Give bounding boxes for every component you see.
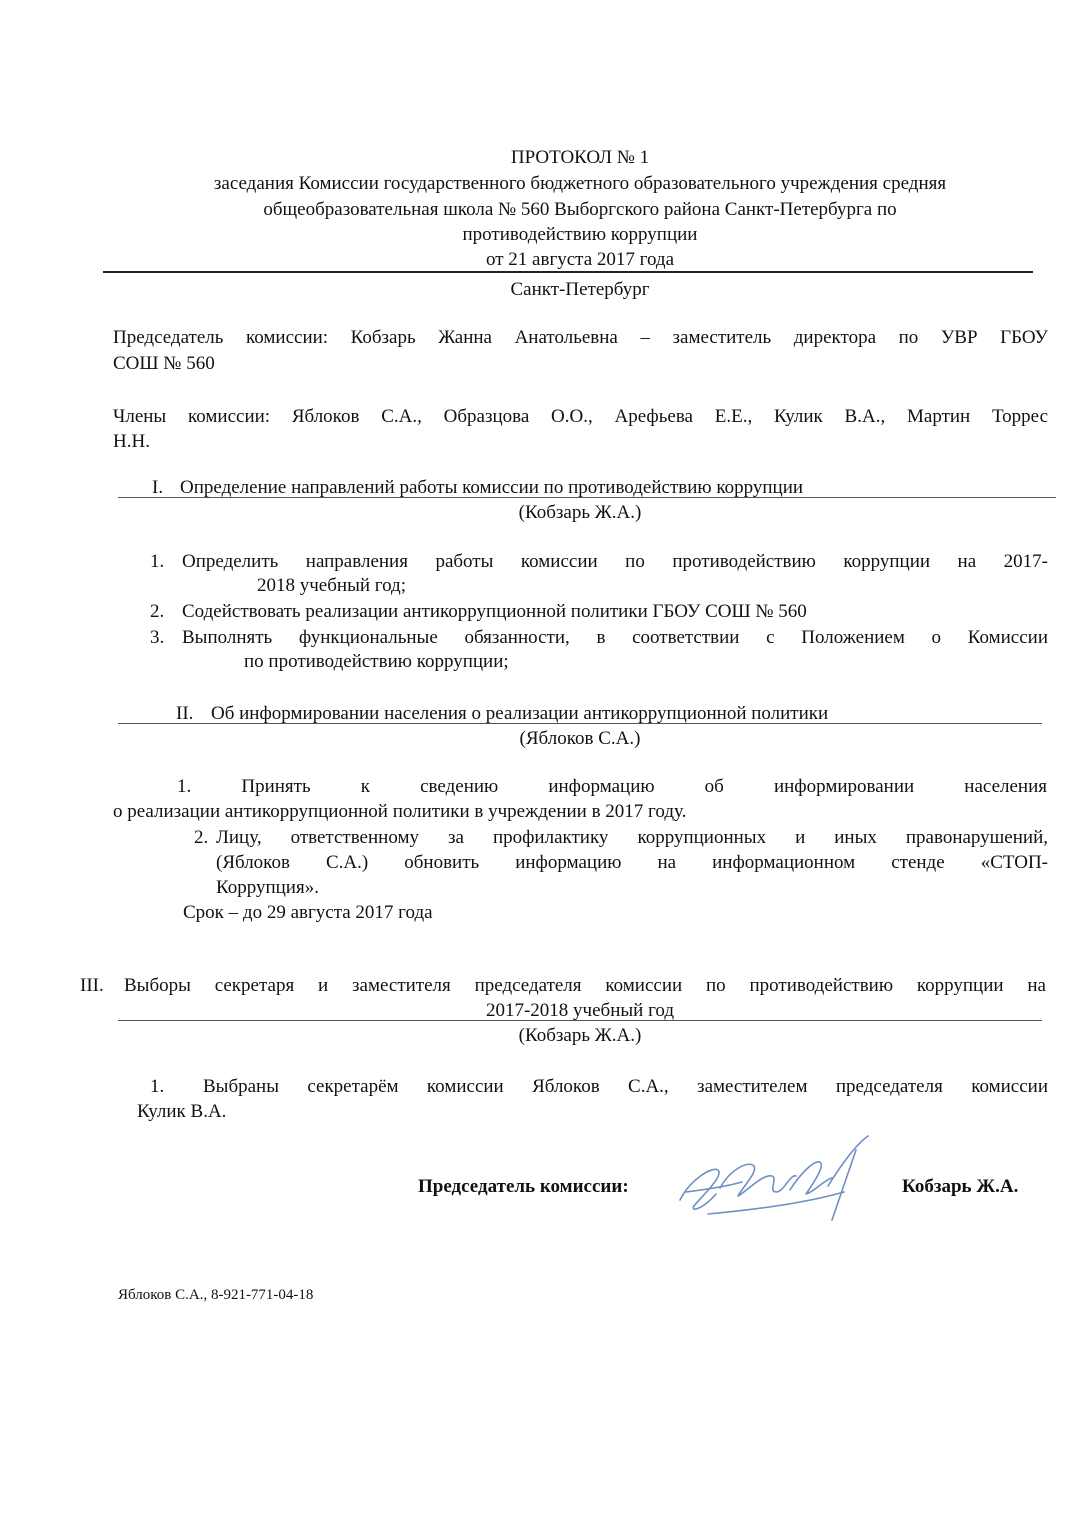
section3-title-line2: 2017-2018 учебный год: [485, 1000, 675, 1021]
section2-item1-line2: о реализации антикоррупционной политики в учреждении в 2017 году.: [113, 801, 687, 822]
section3-item-line1: Выбраны секретарём комиссии Яблоков С.А., заместителем председателя комиссии: [203, 1076, 1048, 1097]
header-line-1: заседания Комиссии государственного бюджетного образовательного учреждения средняя: [213, 173, 947, 194]
chairman-line-1: Председатель комиссии: Кобзарь Жанна Анатольевна – заместитель директора по УВР ГБОУ: [113, 327, 1048, 348]
section1-speaker: (Кобзарь Ж.А.): [518, 502, 642, 523]
section2-underline: [118, 723, 1042, 724]
section3-item-number: 1.: [150, 1076, 165, 1097]
section2-item2-number: 2.: [194, 827, 209, 848]
section3-underline: [118, 1020, 1042, 1021]
header-divider: [103, 271, 1033, 273]
section2-item2-line1: Лицу, ответственному за профилактику коррупционных и иных правонарушений,: [216, 827, 1048, 848]
section2-number: II.: [176, 703, 194, 724]
chairman-name: Кобзарь Ж.А.: [902, 1176, 1019, 1197]
signature-label: Председатель комиссии:: [418, 1176, 629, 1197]
section2-item2-line2: (Яблоков С.А.) обновить информацию на информационном стенде «СТОП-: [216, 852, 1048, 873]
section3-item-line2: Кулик В.А.: [137, 1101, 227, 1122]
protocol-title: ПРОТОКОЛ № 1: [510, 147, 650, 168]
section1-number: I.: [152, 477, 164, 498]
section2-title: Об информировании населения о реализации антикоррупционной политики: [211, 703, 829, 724]
contact-info: Яблоков С.А., 8-921-771-04-18: [118, 1287, 314, 1303]
handwritten-signature: [672, 1130, 877, 1225]
section3-number: III.: [80, 975, 104, 996]
section1-item1-line1: Определить направления работы комиссии по противодействию коррупции на 2017-: [182, 551, 1048, 572]
members-line-2: Н.Н.: [113, 431, 150, 452]
chairman-line-2: СОШ № 560: [113, 353, 215, 374]
members-line-1: Члены комиссии: Яблоков С.А., Образцова О.О., Арефьева Е.Е., Кулик В.А., Мартин Торрес: [113, 406, 1048, 427]
section1-item2-number: 2.: [150, 601, 165, 622]
section2-deadline: Срок – до 29 августа 2017 года: [183, 902, 433, 923]
header-line-3: противодействию коррупции: [462, 224, 698, 245]
section2-item1-line1: 1. Принять к сведению информацию об информировании населения: [177, 776, 1047, 797]
protocol-city: Санкт-Петербург: [510, 279, 650, 300]
protocol-date: от 21 августа 2017 года: [485, 249, 675, 270]
section2-item2-line3: Коррупция».: [216, 877, 319, 898]
section1-item3-line1: Выполнять функциональные обязанности, в соответствии с Положением о Комиссии: [182, 627, 1048, 648]
section1-item3-number: 3.: [150, 627, 165, 648]
section3-speaker: (Кобзарь Ж.А.): [518, 1025, 642, 1046]
section1-item1-line2: 2018 учебный год;: [257, 575, 406, 596]
header-line-2: общеобразовательная школа № 560 Выборгского района Санкт-Петербурга по: [263, 199, 897, 220]
section2-speaker: (Яблоков С.А.): [519, 728, 641, 749]
section1-item3-line2: по противодействию коррупции;: [244, 651, 509, 672]
section1-underline: [118, 497, 1056, 498]
section1-item1-number: 1.: [150, 551, 165, 572]
section3-title-line1: Выборы секретаря и заместителя председателя комиссии по противодействию коррупции на: [124, 975, 1046, 996]
section1-title: Определение направлений работы комиссии по противодействию коррупции: [180, 477, 804, 498]
section1-item2-line1: Содействовать реализации антикоррупционной политики ГБОУ СОШ № 560: [182, 601, 807, 622]
